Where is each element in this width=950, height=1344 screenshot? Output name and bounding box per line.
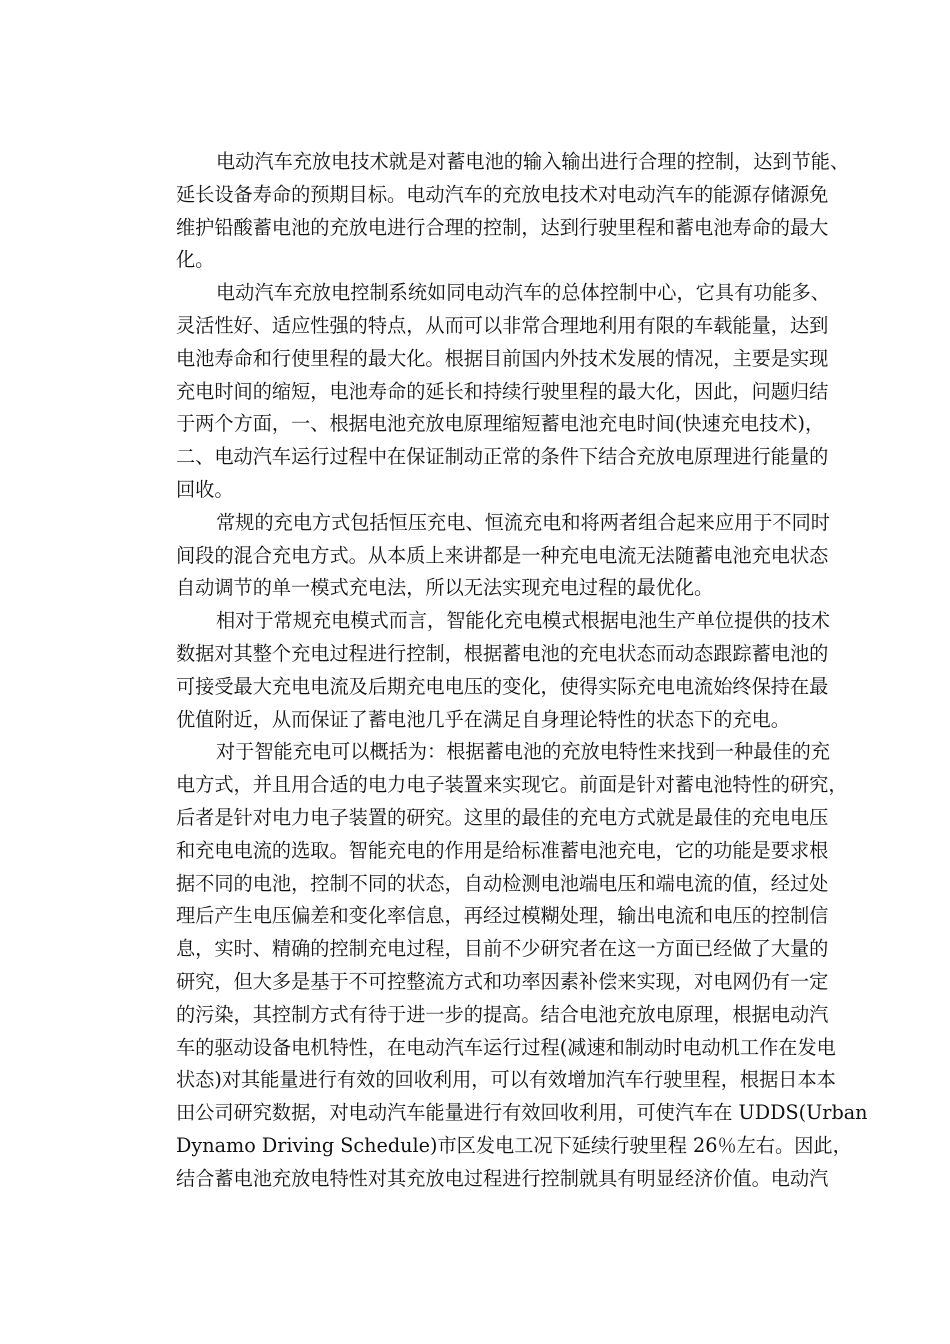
text-line: 的污染，其控制方式有待于进一步的提高。结合电池充放电原理，根据电动汽 bbox=[176, 1002, 829, 1026]
text-line: 和充电电流的选取。智能充电的作用是给标准蓄电池充电，它的功能是要求根 bbox=[176, 838, 829, 862]
text-line: 间段的混合充电方式。从本质上来讲都是一种充电电流无法随蓄电池充电状态 bbox=[176, 543, 829, 567]
text-line: 状态)对其能量进行有效的回收利用，可以有效增加汽车行驶里程，根据日本本 bbox=[176, 1068, 836, 1092]
text-line: 常规的充电方式包括恒压充电、恒流充电和将两者组合起来应用于不同时 bbox=[216, 510, 830, 534]
text-line: 研究，但大多是基于不可控整流方式和功率因素补偿来实现，对电网仍有一定 bbox=[176, 969, 829, 993]
text-line: 充电时间的缩短，电池寿命的延长和持续行驶里程的最大化，因此，问题归结 bbox=[176, 379, 829, 403]
text-line: 息，实时、精确的控制充电过程，目前不少研究者在这一方面已经做了大量的 bbox=[176, 937, 829, 961]
text-line: 可接受最大充电电流及后期充电电压的变化，使得实际充电电流始终保持在最 bbox=[176, 674, 829, 698]
text-line: 理后产生电压偏差和变化率信息，再经过模糊处理，输出电流和电压的控制信 bbox=[176, 904, 829, 928]
paragraph-1 bbox=[176, 146, 866, 277]
text-line: 电动汽车充放电技术就是对蓄电池的输入输出进行合理的控制，达到节能、 bbox=[216, 150, 850, 173]
paragraph-2 bbox=[176, 277, 866, 507]
text-line: 电动汽车充放电控制系统如同电动汽车的总体控制中心，它具有功能多、 bbox=[216, 281, 830, 305]
body-text bbox=[176, 146, 866, 1196]
text-line: 延长设备寿命的预期目标。电动汽车的充放电技术对电动汽车的能源存储源免 bbox=[176, 182, 829, 206]
text-line: 电方式，并且用合适的电力电子装置来实现它。前面是针对蓄电池特性的研究， bbox=[176, 773, 848, 797]
text-line: Dynamo Driving Schedule)市区发电工况下延续行驶里程 26％左右。因此， bbox=[176, 1133, 852, 1157]
text-line: 灵活性好、适应性强的特点，从而可以非常合理地利用有限的车载能量，达到 bbox=[176, 313, 829, 337]
paragraph-3 bbox=[176, 507, 866, 605]
text-line: 数据对其整个充电过程进行控制，根据蓄电池的充电状态而动态跟踪蓄电池的 bbox=[176, 641, 829, 665]
text-line: 化。 bbox=[176, 248, 215, 272]
text-line: 后者是针对电力电子装置的研究。这里的最佳的充电方式就是最佳的充电电压 bbox=[176, 805, 829, 829]
text-line: 二、电动汽车运行过程中在保证制动正常的条件下结合充放电原理进行能量的 bbox=[176, 445, 829, 469]
text-line: 于两个方面，一、根据电池充放电原理缩短蓄电池充电时间(快速充电技术)， bbox=[176, 412, 825, 436]
text-line: 对于智能充电可以概括为：根据蓄电池的充放电特性来找到一种最佳的充 bbox=[216, 740, 830, 764]
paragraph-4 bbox=[176, 605, 866, 736]
text-line: 据不同的电池，控制不同的状态，自动检测电池端电压和端电流的值，经过处 bbox=[176, 871, 829, 895]
text-line: 优值附近，从而保证了蓄电池几乎在满足自身理论特性的状态下的充电。 bbox=[176, 707, 790, 731]
text-line: 电池寿命和行使里程的最大化。根据目前国内外技术发展的情况，主要是实现 bbox=[176, 346, 829, 370]
text-line: 结合蓄电池充放电特性对其充放电过程进行控制就具有明显经济价值。电动汽 bbox=[176, 1166, 829, 1190]
text-line: 相对于常规充电模式而言，智能化充电模式根据电池生产单位提供的技术 bbox=[216, 609, 830, 633]
text-line: 维护铅酸蓄电池的充放电进行合理的控制，达到行驶里程和蓄电池寿命的最大 bbox=[176, 215, 829, 239]
text-line: 田公司研究数据，对电动汽车能量进行有效回收利用，可使汽车在 UDDS(Urban bbox=[176, 1101, 868, 1125]
paragraph-5 bbox=[176, 736, 866, 1195]
text-line: 自动调节的单一模式充电法，所以无法实现充电过程的最优化。 bbox=[176, 576, 714, 600]
text-line: 车的驱动设备电机特性，在电动汽车运行过程(减速和制动时电动机工作在发电 bbox=[176, 1035, 836, 1059]
text-line: 回收。 bbox=[176, 477, 234, 501]
